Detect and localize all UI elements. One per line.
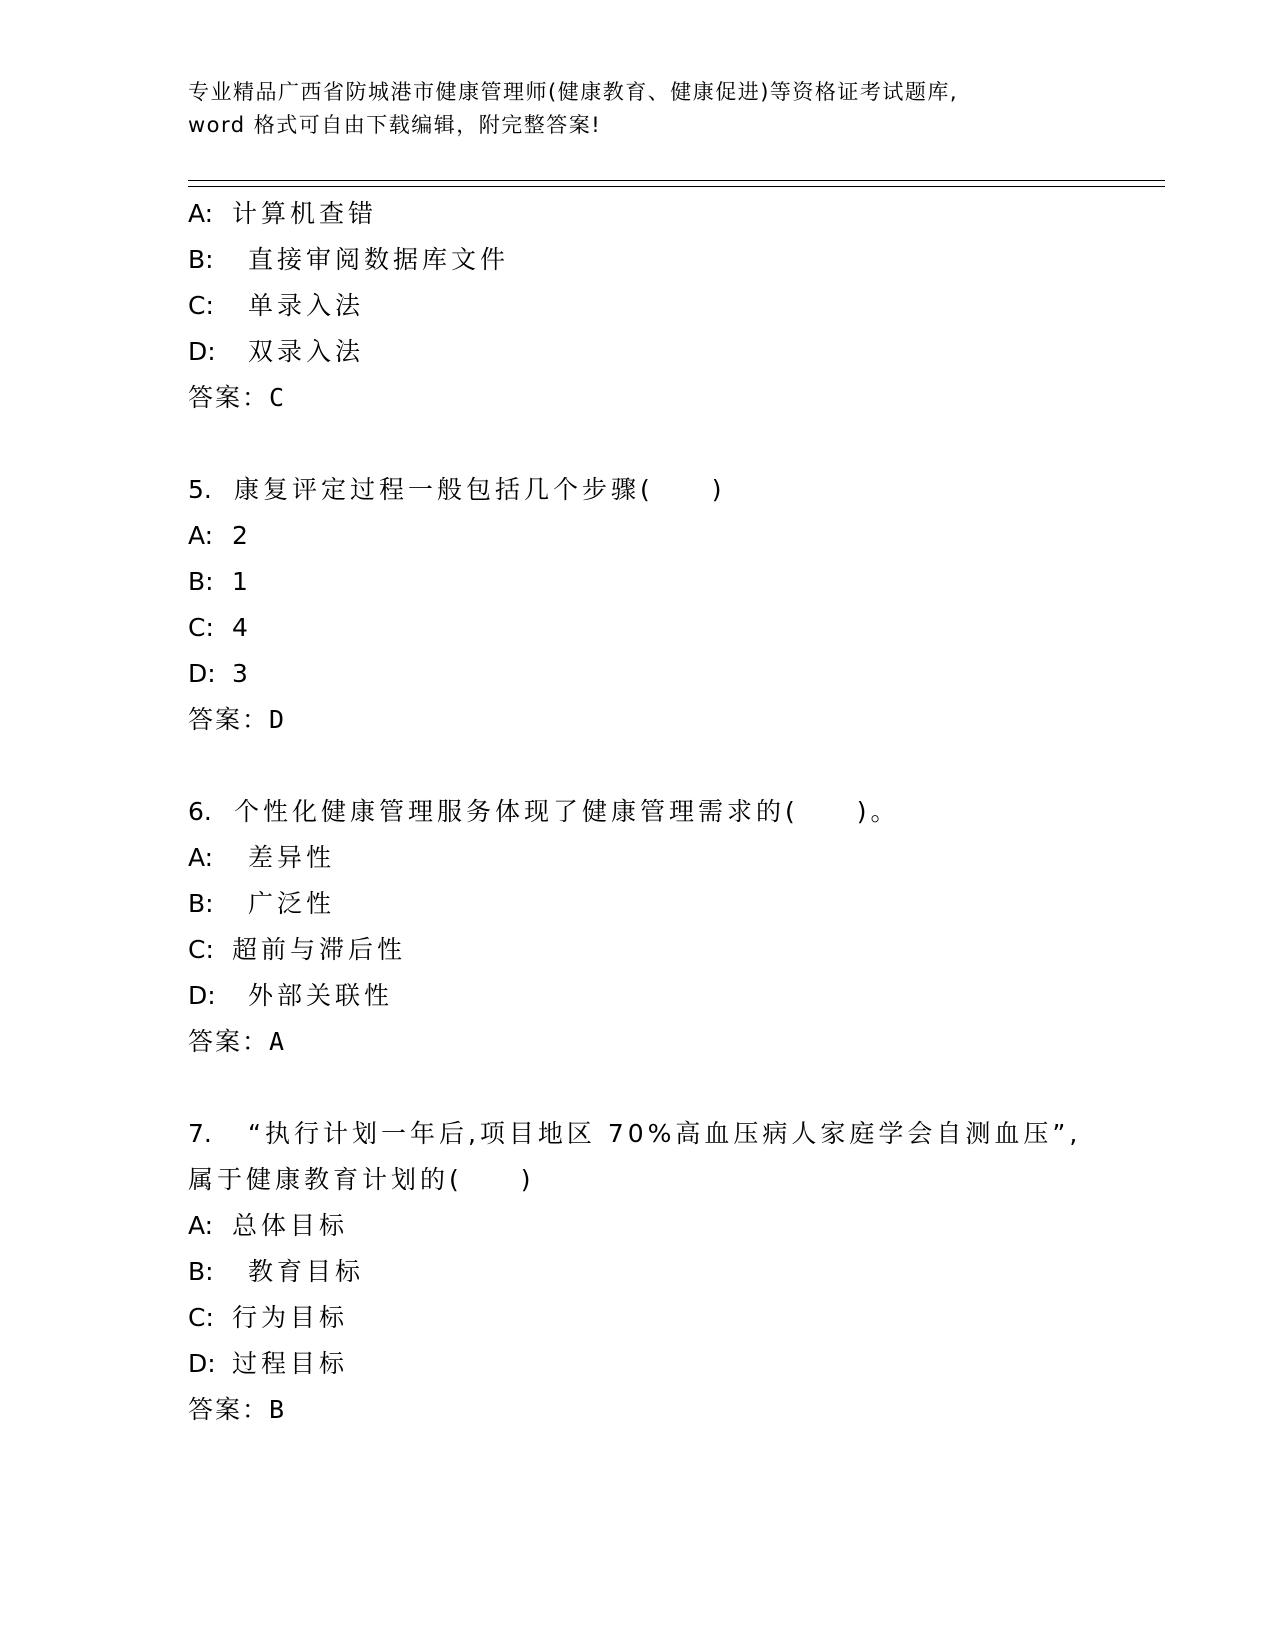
option-b	[188, 1249, 1168, 1295]
option-text: 行为目标	[232, 1303, 349, 1332]
option-text: 差异性	[248, 843, 336, 872]
option-text: 外部关联性	[248, 981, 394, 1010]
question-text-line-2: 属于健康教育计划的( )	[188, 1165, 535, 1194]
question-5	[188, 467, 1168, 743]
question-number: 6.	[188, 797, 212, 826]
option-text: 1	[232, 567, 252, 596]
option-text: 双录入法	[248, 337, 365, 366]
header-line-1: 专业精品广西省防城港市健康管理师(健康教育、健康促进)等资格证考试题库,	[188, 80, 959, 104]
option-key: D:	[188, 981, 216, 1010]
option-key: A:	[188, 521, 214, 550]
option-text: 直接审阅数据库文件	[248, 245, 510, 274]
option-key: B:	[188, 245, 214, 274]
option-b	[188, 881, 1168, 927]
option-key: C:	[188, 1303, 214, 1332]
option-a	[188, 191, 1168, 237]
option-key: A:	[188, 199, 214, 228]
question-text: 个性化健康管理服务体现了健康管理需求的( )。	[234, 797, 900, 826]
option-text: 单录入法	[248, 291, 365, 320]
answer-label: 答案：	[188, 705, 270, 734]
answer-label: 答案：	[188, 383, 270, 412]
question-6	[188, 789, 1168, 1065]
question-7	[188, 1111, 1168, 1433]
option-b	[188, 559, 1168, 605]
question-stem	[188, 467, 1168, 513]
option-key: D:	[188, 337, 216, 366]
option-d	[188, 329, 1168, 375]
question-number: 7.	[188, 1119, 212, 1148]
option-text: 过程目标	[232, 1349, 349, 1378]
option-key: D:	[188, 1349, 216, 1378]
option-key: C:	[188, 613, 214, 642]
option-key: A:	[188, 1211, 214, 1240]
option-a	[188, 513, 1168, 559]
option-text: 教育目标	[248, 1257, 365, 1286]
option-a	[188, 1203, 1168, 1249]
question-stem	[188, 1111, 1168, 1157]
option-text: 广泛性	[248, 889, 336, 918]
answer-value: C	[269, 383, 286, 412]
answer-value: B	[269, 1395, 286, 1424]
option-c	[188, 605, 1168, 651]
option-text: 2	[232, 521, 252, 550]
option-d	[188, 973, 1168, 1019]
answer-line	[188, 1387, 1168, 1433]
option-key: C:	[188, 291, 214, 320]
answer-value: A	[269, 1027, 286, 1056]
header-divider-bottom	[188, 186, 1165, 187]
option-text: 总体目标	[232, 1211, 349, 1240]
option-text: 3	[232, 659, 252, 688]
question-stem	[188, 789, 1168, 835]
question-text-line-1: “执行计划一年后,项目地区 70%高血压病人家庭学会自测血压”,	[248, 1119, 1082, 1148]
option-key: B:	[188, 567, 214, 596]
document-header	[188, 76, 1088, 142]
option-text: 4	[232, 613, 252, 642]
header-line-2: word 格式可自由下载编辑，附完整答案!	[188, 113, 602, 137]
question-stem-continued	[188, 1157, 1168, 1203]
question-text: 康复评定过程一般包括几个步骤( )	[234, 475, 726, 504]
question-number: 5.	[188, 475, 212, 504]
answer-line	[188, 1019, 1168, 1065]
question-list	[188, 191, 1168, 1433]
option-c	[188, 283, 1168, 329]
question-4	[188, 191, 1168, 421]
option-d	[188, 1341, 1168, 1387]
answer-line	[188, 375, 1168, 421]
option-b	[188, 237, 1168, 283]
header-divider-top	[188, 180, 1165, 181]
option-key: C:	[188, 935, 214, 964]
answer-label: 答案：	[188, 1395, 270, 1424]
answer-line	[188, 697, 1168, 743]
option-key: B:	[188, 1257, 214, 1286]
option-c	[188, 927, 1168, 973]
option-text: 超前与滞后性	[232, 935, 407, 964]
option-key: D:	[188, 659, 216, 688]
option-key: B:	[188, 889, 214, 918]
answer-label: 答案：	[188, 1027, 270, 1056]
option-key: A:	[188, 843, 214, 872]
option-a	[188, 835, 1168, 881]
option-c	[188, 1295, 1168, 1341]
option-text: 计算机查错	[232, 199, 378, 228]
answer-value: D	[269, 705, 286, 734]
option-d	[188, 651, 1168, 697]
